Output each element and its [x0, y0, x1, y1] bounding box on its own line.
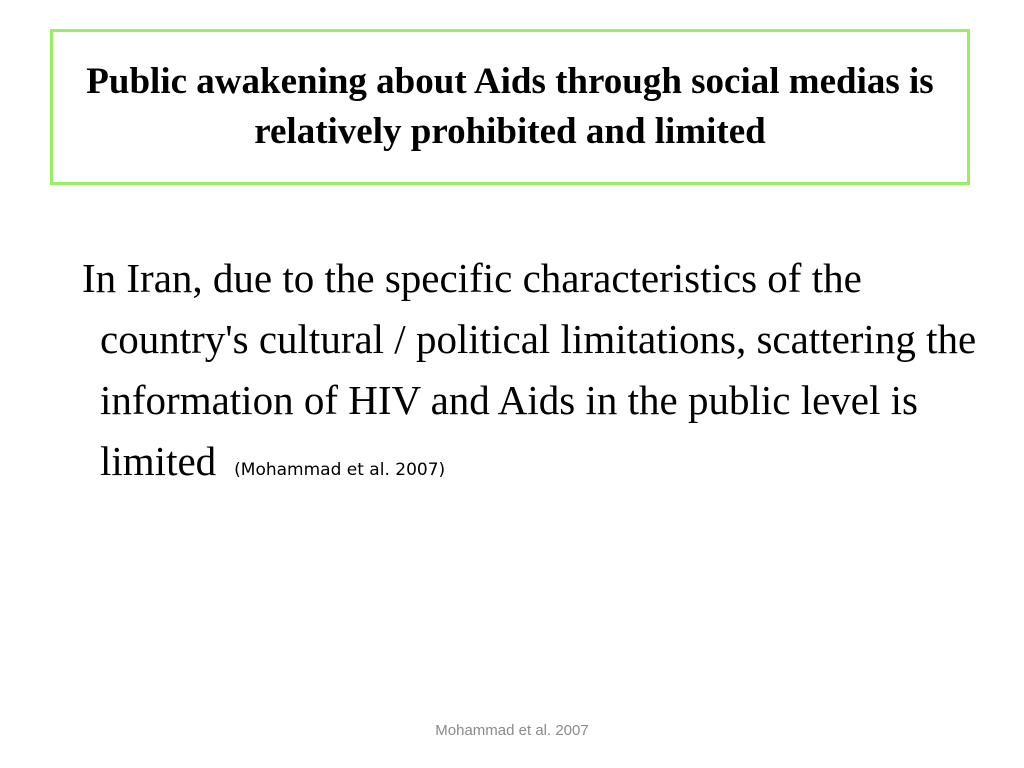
title-box: [50, 29, 970, 185]
body-text: In Iran, due to the specific characteristics of the country's cultural / political limitations, scattering the information of HIV and Aids in the public level is limited: [82, 255, 977, 484]
slide-title: Public awakening about Aids through social medias is relatively prohibited and limited: [86, 61, 934, 152]
body-paragraph: [82, 248, 980, 501]
footer-reference: Mohammad et al. 2007: [435, 722, 589, 739]
citation: (Mohammad et al. 2007): [234, 460, 446, 480]
